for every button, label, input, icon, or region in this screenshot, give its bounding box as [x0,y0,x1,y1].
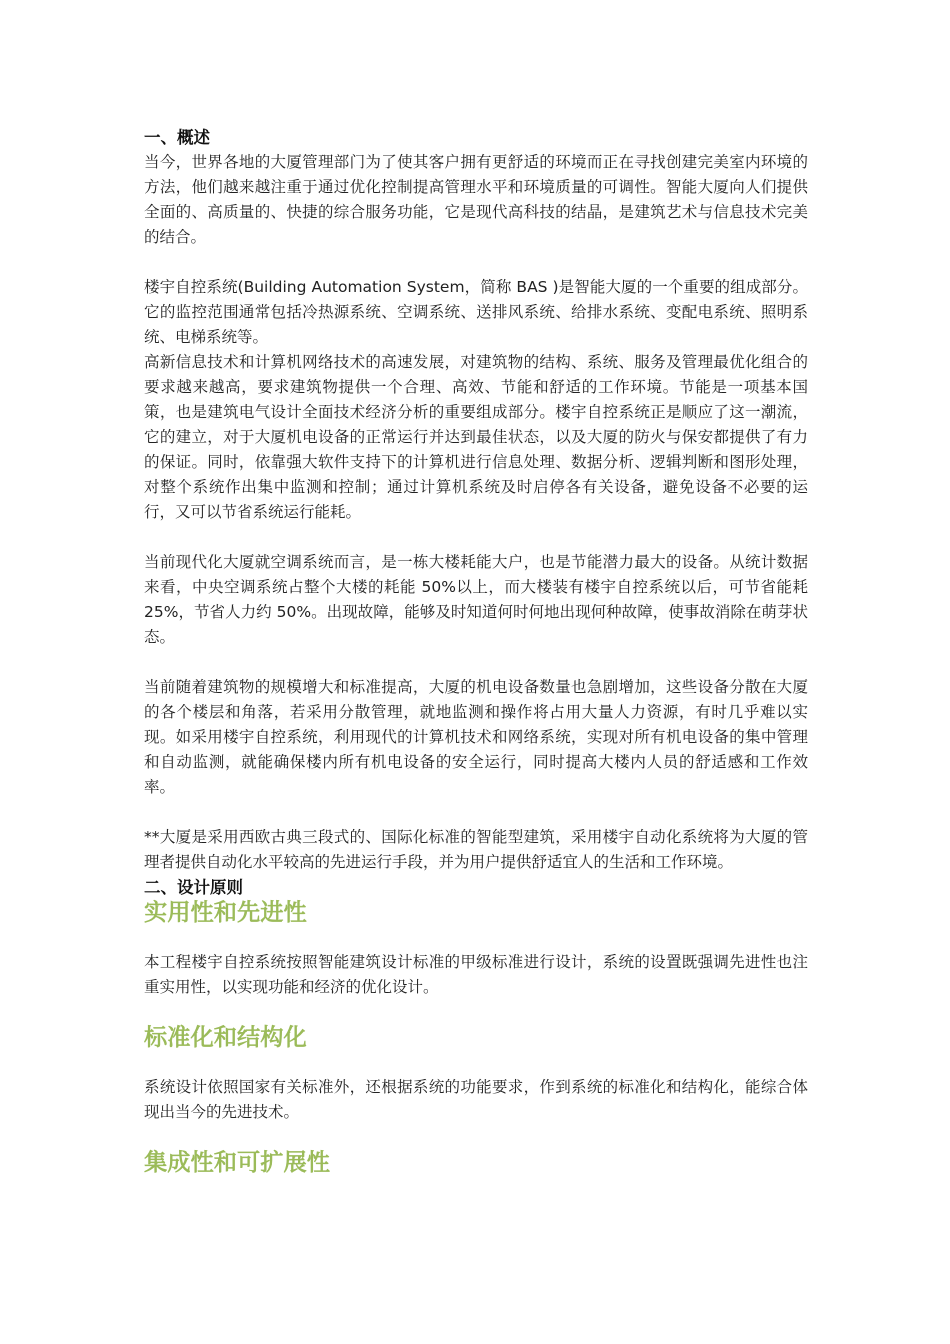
subheading-integration: 集成性和可扩展性 [144,1149,331,1176]
paragraph: 楼宇自控系统(Building Automation System，简称 BAS )是智能大厦的一个重要的组成部分。它的监控范围通常包括冷热源系统、空调系统、送排风系统、给排水系统、变配电系统、照明系统、电梯系统等。 [144,278,808,346]
document-page [144,125,808,1175]
paragraph: 当前随着建筑物的规模增大和标准提高，大厦的机电设备数量也急剧增加，这些设备分散在大厦的各个楼层和角落，若采用分散管理，就地监测和操作将占用大量人力资源，有时几乎难以实现。如采用楼宇自控系统，利用现代的计算机技术和网络系统，实现对所有机电设备的集中管理和自动监测，就能确保楼内所有机电设备的安全运行，同时提高大楼内人员的舒适感和工作效率。 [144,678,808,796]
paragraph: 当前现代化大厦就空调系统而言，是一栋大楼耗能大户，也是节能潜力最大的设备。从统计数据来看，中央空调系统占整个大楼的耗能 50%以上，而大楼装有楼宇自控系统以后，可节省能耗 25%，节省人力约 50%。出现故障，能够及时知道何时何地出现何种故障，使事故消除在萌芽状态。 [144,553,808,646]
paragraph-gap [144,1000,808,1025]
paragraph-gap [144,800,808,825]
subheading-practicality: 实用性和先进性 [144,899,307,926]
section-heading-design-principles: 二、设计原则 [144,878,243,897]
paragraph: 当今，世界各地的大厦管理部门为了使其客户拥有更舒适的环境而正在寻找创建完美室内环境的方法，他们越来越注重于通过优化控制提高管理水平和环境质量的可调性。智能大厦向人们提供全面的、高质量的、快捷的综合服务功能，它是现代高科技的结晶，是建筑艺术与信息技术完美的结合。 [144,153,808,246]
section-heading-overview: 一、概述 [144,128,210,147]
paragraph: 系统设计依照国家有关标准外，还根据系统的功能要求，作到系统的标准化和结构化，能综合体现出当今的先进技术。 [144,1078,808,1121]
paragraph: **大厦是采用西欧古典三段式的、国际化标准的智能型建筑，采用楼宇自动化系统将为大厦的管理者提供自动化水平较高的先进运行手段，并为用户提供舒适宜人的生活和工作环境。 [144,828,808,871]
paragraph-gap [144,1125,808,1150]
paragraph-gap [144,525,808,550]
paragraph-gap [144,1050,808,1075]
paragraph-gap [144,925,808,950]
paragraph: 高新信息技术和计算机网络技术的高速发展，对建筑物的结构、系统、服务及管理最优化组合的要求越来越高，要求建筑物提供一个合理、高效、节能和舒适的工作环境。节能是一项基本国策，也是建筑电气设计全面技术经济分析的重要组成部分。楼宇自控系统正是顺应了这一潮流，它的建立，对于大厦机电设备的正常运行并达到最佳状态，以及大厦的防火与保安都提供了有力的保证。同时，依靠强大软件支持下的计算机进行信息处理、数据分析、逻辑判断和图形处理，对整个系统作出集中监测和控制；通过计算机系统及时启停各有关设备，避免设备不必要的运行，又可以节省系统运行能耗。 [144,353,808,521]
paragraph-gap [144,650,808,675]
paragraph-gap [144,250,808,275]
subheading-standardization: 标准化和结构化 [144,1024,307,1051]
paragraph: 本工程楼宇自控系统按照智能建筑设计标准的甲级标准进行设计，系统的设置既强调先进性也注重实用性，以实现功能和经济的优化设计。 [144,953,808,996]
